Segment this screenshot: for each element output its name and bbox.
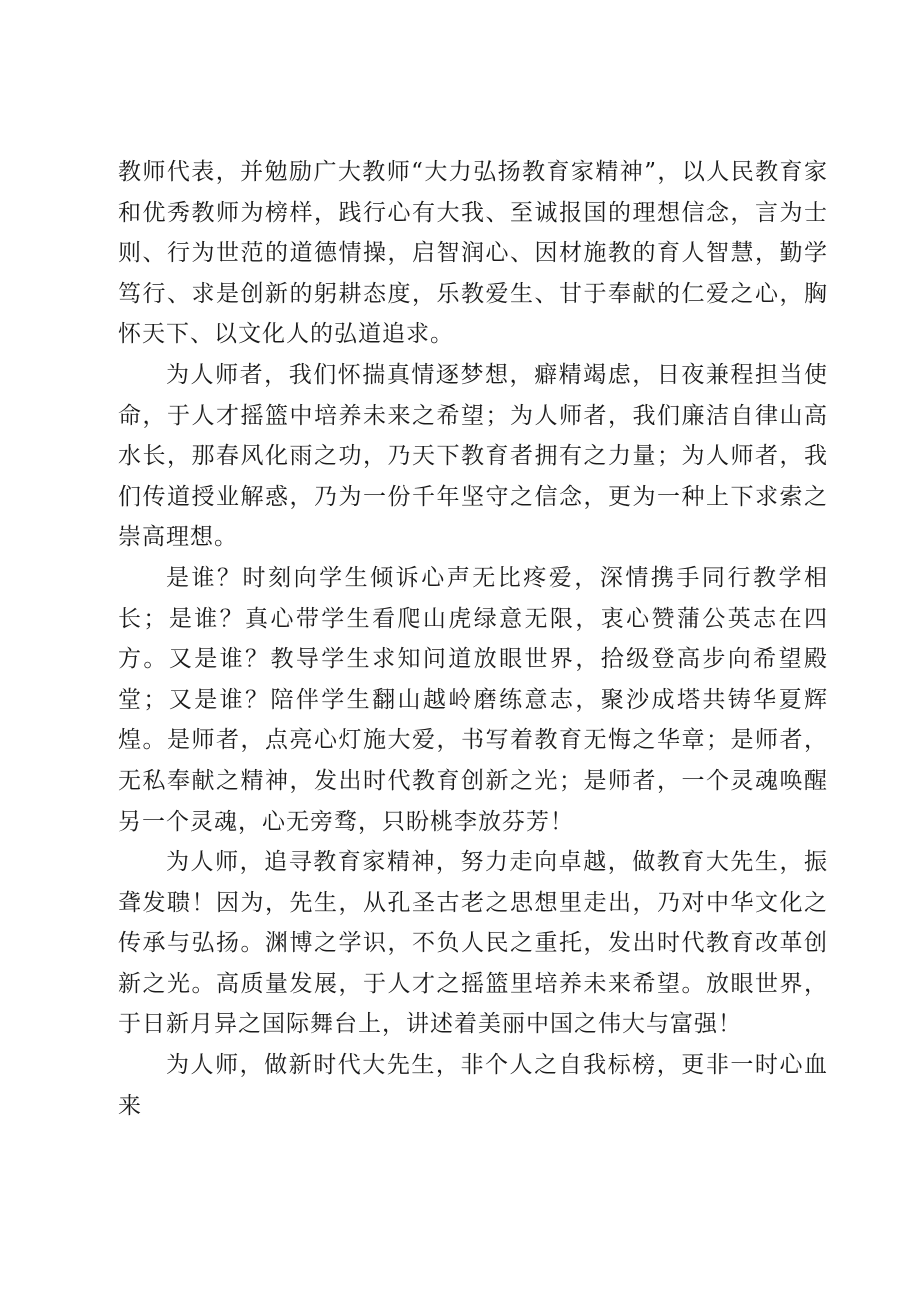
paragraph: 为人师，做新时代大先生，非个人之自我标榜，更非一时心血来 [118, 1052, 828, 1119]
paragraph: 为人师，追寻教育家精神，努力走向卓越，做教育大先生，振聋发聩！因为，先生，从孔圣古老之思想里走出，乃对中华文化之传承与弘扬。渊博之学识，不负人民之重托，发出时代教育改革创新之光。高质量发展，于人才之摇篮里培养未来希望。放眼世界，于日新月异之国际舞台上，讲述着美丽中国之伟大与富强！ [118, 849, 828, 1038]
document-body [118, 152, 828, 1126]
paragraph-continued: 教师代表，并勉励广大教师“大力弘扬教育家精神”，以人民教育家和优秀教师为榜样，践行心有大我、至诚报国的理想信念，言为士则、行为世范的道德情操，启智润心、因材施教的育人智慧，勤学笃行、求是创新的躬耕态度，乐教爱生、甘于奉献的仁爱之心，胸怀天下、以文化人的弘道追求。 [118, 159, 828, 348]
paragraph: 为人师者，我们怀揣真情逐梦想，癖精竭虑，日夜兼程担当使命，于人才摇篮中培养未来之希望；为人师者，我们廉洁自律山高水长，那春风化雨之功，乃天下教育者拥有之力量；为人师者，我们传道授业解惑，乃为一份千年坚守之信念，更为一种上下求索之崇高理想。 [118, 361, 828, 551]
paragraph: 是谁？时刻向学生倾诉心声无比疼爱，深情携手同行教学相长；是谁？真心带学生看爬山虎绿意无限，衷心赞蒲公英志在四方。又是谁？教导学生求知问道放眼世界，拾级登高步向希望殿堂；又是谁？陪伴学生翻山越岭磨练意志，聚沙成塔共铸华夏辉煌。是师者，点亮心灯施大爱，书写着教育无悔之华章；是师者，无私奉献之精神，发出时代教育创新之光；是师者，一个灵魂唤醒另一个灵魂，心无旁骛，只盼桃李放芬芳！ [118, 564, 828, 835]
